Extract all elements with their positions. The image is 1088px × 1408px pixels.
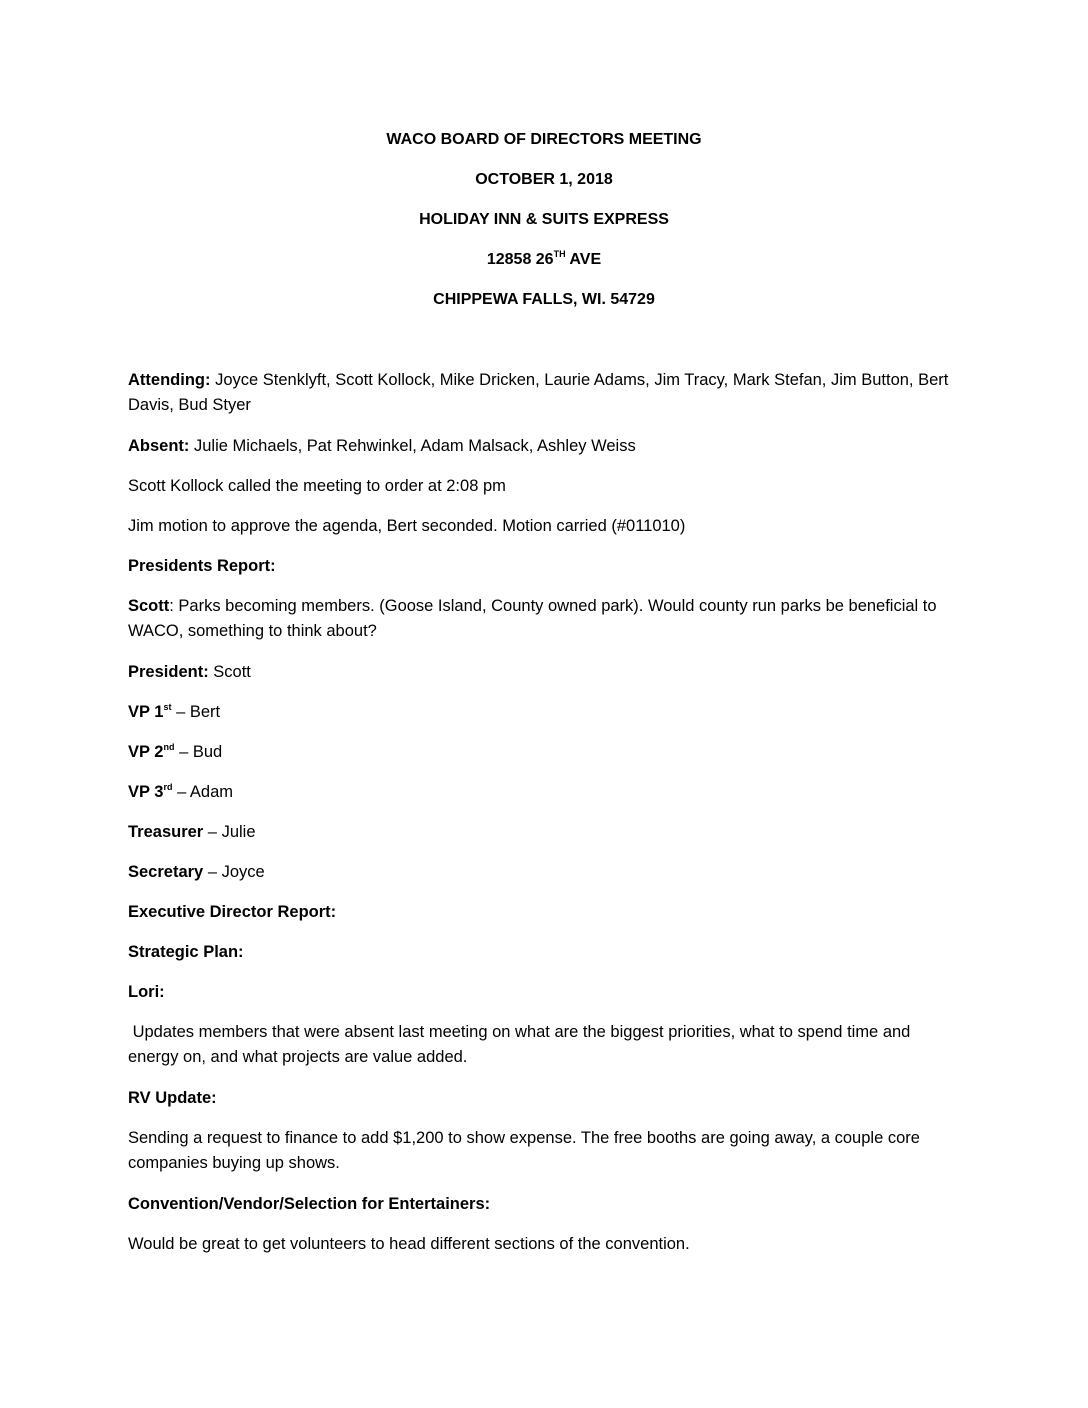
meeting-city: CHIPPEWA FALLS, WI. 54729 <box>433 291 655 308</box>
meeting-date: OCTOBER 1, 2018 <box>475 171 613 188</box>
presidents-report-heading <box>128 554 958 579</box>
vp3-label-text: VP 3 <box>128 783 164 801</box>
attending-list: Joyce Stenklyft, Scott Kollock, Mike Dricken, Laurie Adams, Jim Tracy, Mark Stefan, Jim Button, Bert Davis, Bud Styer <box>128 371 949 414</box>
attending-label: Attending: <box>128 371 211 389</box>
rv-update-paragraph: Sending a request to finance to add $1,200 to show expense. The free booths are going away, a couple core companies buying up shows. <box>128 1129 920 1172</box>
vp3-name: – Adam <box>172 783 234 801</box>
vp1-label-text: VP 1 <box>128 703 164 721</box>
vp2-label <box>128 743 174 761</box>
officer-secretary <box>128 860 958 885</box>
street-number: 12858 26 <box>486 251 554 268</box>
vp3-label <box>128 783 172 801</box>
secretary-label: Secretary <box>128 863 204 881</box>
lori-paragraph: Updates members that were absent last meeting on what are the biggest priorities, what to spend time and energy on, and what projects are value added. <box>128 1023 915 1066</box>
rv-update-heading <box>128 1086 958 1111</box>
vp1-label <box>128 703 172 721</box>
absent-paragraph <box>128 434 958 459</box>
street-ordinal: TH <box>553 249 566 259</box>
vp2-label-text: VP 2 <box>128 743 164 761</box>
lori-heading-text: Lori: <box>128 983 165 1001</box>
officer-president <box>128 660 958 685</box>
vp1-name: – Bert <box>171 703 221 721</box>
vp2-name: – Bud <box>174 743 223 761</box>
officer-vp2 <box>128 740 958 765</box>
strategic-plan-heading-text: Strategic Plan: <box>128 943 244 961</box>
convention-paragraph: Would be great to get volunteers to head different sections of the convention. <box>128 1235 690 1253</box>
president-name: Scott <box>208 663 251 681</box>
treasurer-name: – Julie <box>203 823 256 841</box>
presidents-report-heading-text: Presidents Report: <box>128 557 276 575</box>
meeting-street-address <box>0 250 1088 270</box>
president-label: President: <box>128 663 209 681</box>
vp3-ordinal: rd <box>163 782 173 792</box>
officer-vp3 <box>128 780 958 805</box>
officer-treasurer <box>128 820 958 845</box>
rv-update-heading-text: RV Update: <box>128 1089 217 1107</box>
officer-vp1 <box>128 700 958 725</box>
convention-heading-text: Convention/Vendor/Selection for Entertainers: <box>128 1195 491 1213</box>
street-suffix: AVE <box>565 251 602 268</box>
lori-heading <box>128 980 958 1005</box>
attending-paragraph <box>128 368 958 418</box>
executive-director-heading <box>128 900 958 925</box>
treasurer-label: Treasurer <box>128 823 204 841</box>
meeting-venue: HOLIDAY INN & SUITS EXPRESS <box>419 211 669 228</box>
meeting-title: WACO BOARD OF DIRECTORS MEETING <box>386 131 702 148</box>
absent-label: Absent: <box>128 437 190 455</box>
executive-director-heading-text: Executive Director Report: <box>128 903 337 921</box>
agenda-motion: Jim motion to approve the agenda, Bert seconded. Motion carried (#011010) <box>128 517 686 535</box>
convention-heading <box>128 1192 958 1217</box>
vp1-ordinal: st <box>163 702 172 712</box>
scott-note-text: : Parks becoming members. (Goose Island, County owned park). Would county run parks be beneficial to WACO, something to think about? <box>128 597 937 640</box>
strategic-plan-heading <box>128 940 958 965</box>
scott-note-paragraph <box>128 594 958 644</box>
secretary-name: – Joyce <box>203 863 265 881</box>
call-to-order: Scott Kollock called the meeting to order at 2:08 pm <box>128 477 506 495</box>
scott-label: Scott <box>128 597 170 615</box>
vp2-ordinal: nd <box>163 742 175 752</box>
absent-list: Julie Michaels, Pat Rehwinkel, Adam Malsack, Ashley Weiss <box>189 437 636 455</box>
